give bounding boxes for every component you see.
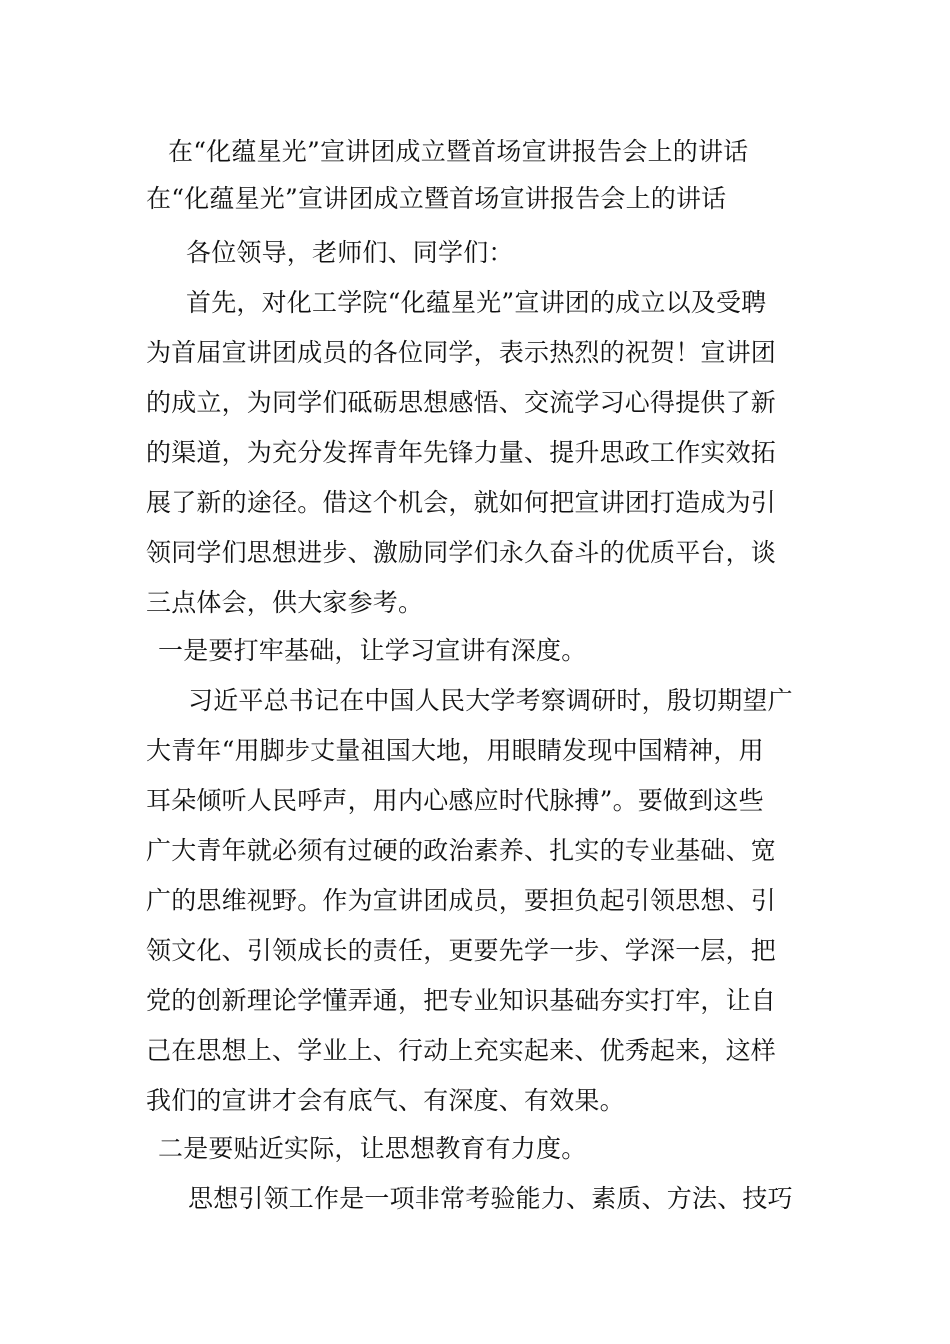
paragraph-line: 我们的宣讲才会有底气、有深度、有效果。	[146, 1086, 625, 1115]
greeting: 各位领导，老师们、同学们：	[186, 238, 514, 267]
paragraph-line: 领文化、引领成长的责任，更要先学一步、学深一层，把	[146, 936, 777, 965]
paragraph-line: 己在思想上、学业上、行动上充实起来、优秀起来，这样	[146, 1036, 777, 1065]
section-heading-2: 二是要贴近实际，让思想教育有力度。	[158, 1134, 587, 1163]
paragraph-line: 的渠道，为充分发挥青年先锋力量、提升思政工作实效拓	[146, 438, 777, 467]
paragraph-line: 三点体会，供大家参考。	[146, 588, 424, 617]
paragraph-line: 为首届宣讲团成员的各位同学，表示热烈的祝贺！宣讲团	[146, 338, 777, 367]
paragraph-line: 展了新的途径。借这个机会，就如何把宣讲团打造成为引	[146, 488, 777, 517]
document-title-line-1: 在“化蕴星光”宣讲团成立暨首场宣讲报告会上的讲话	[168, 137, 749, 166]
paragraph-line: 广的思维视野。作为宣讲团成员，要担负起引领思想、引	[146, 886, 777, 915]
document-title-line-2: 在“化蕴星光”宣讲团成立暨首场宣讲报告会上的讲话	[146, 184, 727, 213]
paragraph-line: 耳朵倾听人民呼声，用内心感应时代脉搏”。要做到这些	[146, 786, 764, 815]
paragraph-line: 思想引领工作是一项非常考验能力、素质、方法、技巧	[188, 1184, 793, 1213]
paragraph-line: 领同学们思想进步、激励同学们永久奋斗的优质平台，谈	[146, 538, 777, 567]
paragraph-line: 的成立，为同学们砥砺思想感悟、交流学习心得提供了新	[146, 388, 777, 417]
paragraph-line: 大青年“用脚步丈量祖国大地，用眼睛发现中国精神，用	[146, 736, 764, 765]
paragraph-line: 习近平总书记在中国人民大学考察调研时，殷切期望广	[188, 686, 793, 715]
paragraph-line: 首先，对化工学院“化蕴星光”宣讲团的成立以及受聘	[186, 288, 767, 317]
paragraph-line: 广大青年就必须有过硬的政治素养、扎实的专业基础、宽	[146, 836, 777, 865]
paragraph-line: 党的创新理论学懂弄通，把专业知识基础夯实打牢，让自	[146, 986, 777, 1015]
section-heading-1: 一是要打牢基础，让学习宣讲有深度。	[158, 636, 587, 665]
